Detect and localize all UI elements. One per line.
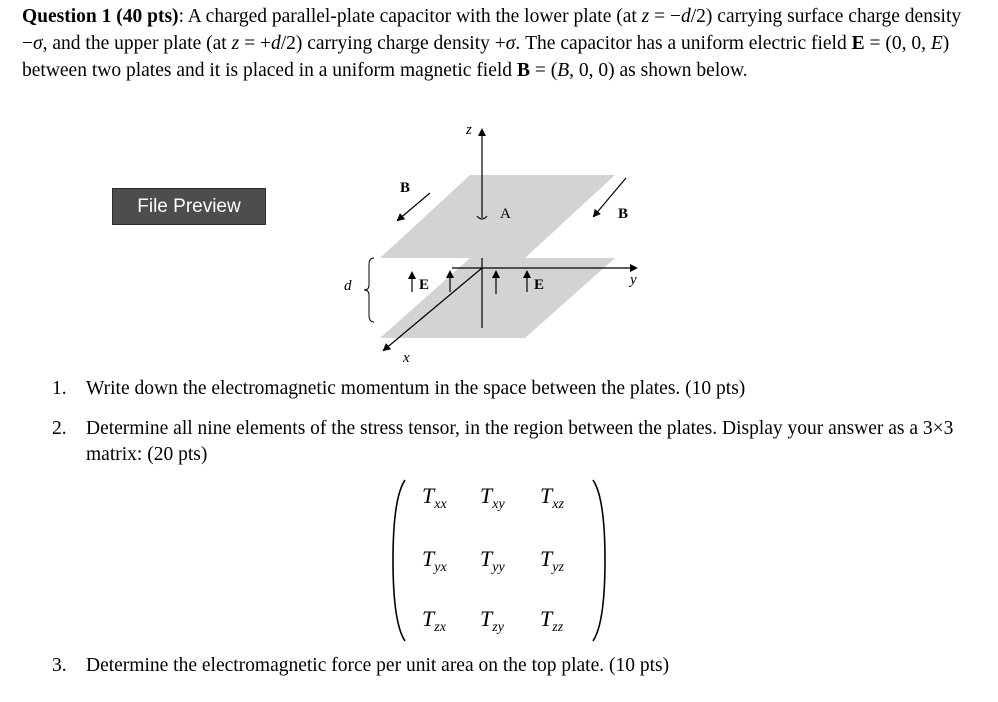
var-sigma: σ [505, 33, 516, 54]
matrix-cell [540, 483, 564, 513]
item-number: 2. [52, 418, 67, 439]
matrix-cell [540, 606, 563, 636]
matrix-cell [422, 606, 446, 636]
matrix-sub: zy [492, 620, 504, 635]
question-text: = (0, 0, [864, 33, 931, 54]
question-paragraph [22, 3, 977, 84]
vector-E: E [851, 33, 865, 54]
right-paren [590, 478, 608, 643]
matrix-symbol: T [422, 606, 435, 631]
matrix-symbol: T [422, 483, 435, 508]
matrix-symbol: T [540, 483, 553, 508]
item-text: Write down the electromagnetic momentum in the space between the plates. (10 pts) [86, 378, 746, 399]
lower-plate [380, 258, 615, 338]
question-text: : A charged parallel-plate capacitor with the lower plate (at [178, 6, 642, 27]
matrix-sub: yy [492, 560, 505, 575]
var-d: d [681, 6, 691, 27]
matrix-cell [480, 546, 505, 576]
var-z: z [231, 33, 240, 54]
item-text: Determine the electromagnetic force per unit area on the top plate. (10 pts) [86, 655, 670, 676]
label-x: x [403, 350, 410, 366]
label-y: y [630, 272, 637, 288]
question-text: = − [649, 6, 682, 27]
var-B: B [557, 60, 570, 81]
var-d: d [270, 33, 281, 54]
question-item-3 [52, 653, 987, 679]
matrix-sub: yz [552, 560, 564, 575]
capacitor-diagram [330, 118, 660, 368]
question-text: , 0, 0) as shown below. [569, 60, 748, 81]
matrix-sub: xz [552, 497, 564, 512]
label-A: A [500, 206, 511, 222]
matrix-symbol: T [540, 546, 553, 571]
capacitor-figure [330, 118, 660, 368]
matrix-sub: xy [492, 497, 505, 512]
item-text: Determine all nine elements of the stress tensor, in the region between the plates. Display your answer as a 3×3 matrix: (20 pts) [86, 418, 954, 465]
matrix-sub: xx [434, 497, 447, 512]
var-z: z [641, 6, 650, 27]
matrix-cell [480, 606, 504, 636]
item-number: 3. [52, 655, 67, 676]
matrix-cell [540, 546, 564, 576]
question-item-1 [52, 376, 987, 402]
vector-B: B [516, 60, 530, 81]
label-B-left: B [400, 180, 411, 196]
label-E-left: E [419, 277, 430, 293]
label-B-right: B [618, 206, 629, 222]
upper-plate [380, 175, 615, 258]
label-z: z [466, 122, 472, 138]
question-text: /2) carrying charge density + [280, 33, 506, 54]
B-arrow-left [398, 193, 430, 220]
var-E: E [930, 33, 943, 54]
file-preview-button[interactable]: File Preview [112, 188, 266, 225]
matrix-cell [422, 546, 447, 576]
stress-tensor-matrix [390, 478, 615, 643]
var-sigma: σ [33, 33, 43, 54]
matrix-symbol: T [480, 606, 493, 631]
matrix-sub: zx [434, 620, 446, 635]
label-E-right: E [534, 277, 545, 293]
question-text: /2) carrying surface charge density − [22, 6, 962, 54]
matrix-symbol: T [480, 546, 493, 571]
matrix-cell [480, 483, 505, 513]
question-text: = ( [529, 60, 558, 81]
question-text: , and the upper plate (at [42, 33, 232, 54]
d-brace [364, 258, 374, 322]
question-text: = + [239, 33, 271, 54]
left-paren [390, 478, 408, 643]
question-heading: Question 1 (40 pts) [22, 6, 179, 27]
item-number: 1. [52, 378, 67, 399]
matrix-symbol: T [422, 546, 435, 571]
matrix-symbol: T [540, 606, 553, 631]
label-d: d [344, 278, 352, 294]
matrix-cell [422, 483, 447, 513]
question-text: . The capacitor has a uniform electric field [515, 33, 852, 54]
matrix-symbol: T [480, 483, 493, 508]
question-item-2 [52, 416, 987, 468]
question-text: ) between two plates and it is placed in a uniform magnetic field [22, 33, 950, 81]
matrix-sub: yx [434, 560, 447, 575]
matrix-sub: zz [552, 620, 564, 635]
